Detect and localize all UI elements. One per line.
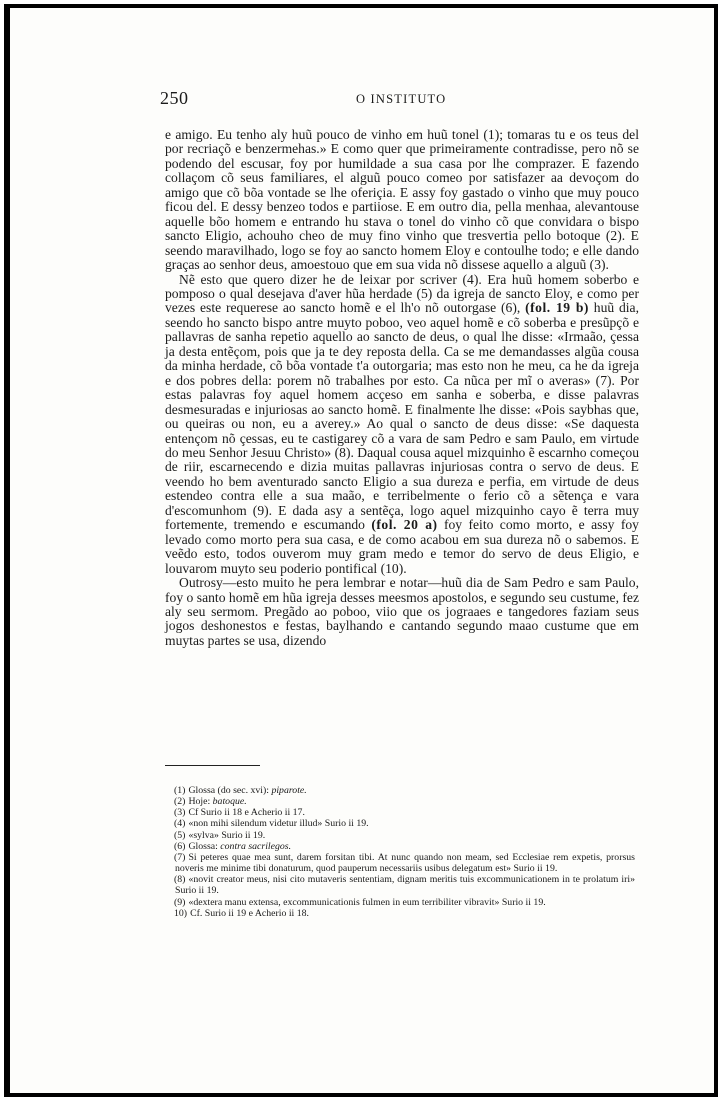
footnote-rule <box>165 765 260 766</box>
footnote-text: «sylva» Surio ii 19. <box>188 829 266 841</box>
footnote-number: (1) <box>174 785 186 796</box>
footnote <box>175 908 635 919</box>
paragraph-2-text-c: foy feito como morto, e assy foy levado como morto pera sua casa, e de como acabou em sua dureza nõ o sabemos. E veẽdo esto, todos ouverom muy gram medo e temor do servo de deus Eligio, e louvarom muyto seu poderio pontifical (10). <box>165 517 639 576</box>
footnote-number: (3) <box>174 807 186 819</box>
footnote-text: Glossa: <box>188 840 218 852</box>
footnote-number: (4) <box>174 818 186 830</box>
paragraph-2-text-b: huũ dia, seendo ho sancto bispo antre muyto poboo, veo aquel homẽ e cõ soberba e presũpçõ e pallavras de sanha repetio aquello ao sancto de deus, o qual lhe disse: «Irmaão, çessa ja desta entẽçom, pois que ja te dey reposta della. Ca se me demandasses algũa cousa da minha herdade, cõ bõa vontade t'a outorgaria; mas esto non he meu, ca he da igreja e dos pobres della: porem nõ trabalhes por esto. Ca nũca per mĩ o averas» (7). Por estas palavras foy aquel homem acçeso em sanha e soberba, e disse palavras desmesuradas e injuriosas ao sancto homẽ. E finalmente lhe disse: «Pois saybhas que, ou queiras ou non, eu a averey.» Ao qual o sancto de deus disse: «Se daquesta entençom nõ çessas, eu te castigarey cõ a vara de sam Pedro e sam Paulo, em virtude do meu Senhor Jesuu Christo» (8). Daqual cousa aquel mizquinho ẽ escarnho começou de riir, escarnecendo e dizia muitas pallavras injuriosas contra o servo de deus. E veendo ho bem aventurado sancto Eligio a sua dureza e perfia, em virtude de deus estendeo contra elle a sua maão, e terribelmente o ferio cõ a sẽtença e vara d'escomunhom (9). E dada asy a sentẽça, logo aquel mizquinho cayo ẽ terra muy fortemente, tremendo e escumando <box>165 300 639 533</box>
footnote-text: Cf. Surio ii 19 e Acherio ii 18. <box>190 907 309 919</box>
footnote <box>175 796 635 807</box>
page-number: 250 <box>160 88 189 108</box>
footnote-number: 10) <box>174 907 188 919</box>
footnote-text: «dextera manu extensa, excommunicationis fulmen in eum terribiliter vibravit» Surio ii 19. <box>188 896 546 908</box>
footnote <box>175 785 635 796</box>
footnote-italic: batoque. <box>212 796 247 808</box>
body-text <box>165 128 639 648</box>
footnote-number: (6) <box>174 840 186 852</box>
footnote-text: Si peteres quae mea sunt, darem forsitan tibi. At nunc quando non meam, sed Ecclesiae rem expetis, prorsus noveris me minime tibi donaturum, quod pauperum necessariis usibus delegatum est» Surio ii 19. <box>175 851 635 875</box>
footnote <box>175 852 635 874</box>
footnotes <box>175 785 635 919</box>
footnote-text: Hoje: <box>188 796 211 808</box>
paragraph-2-text-a: Nẽ esto que quero dizer he de leixar por scriver (4). Era huũ homem soberbo e pomposo o qual desejava d'aver hũa herdade (5) da igreja de sancto Eloy, e como per vezes este requerese ao sancto homẽ e el lh'o nõ outorgase (6), <box>165 271 639 316</box>
folio-marker: (fol. 19 b) <box>525 300 589 316</box>
paragraph-1 <box>165 128 639 273</box>
paragraph-3 <box>165 576 639 648</box>
paragraph-1-text: e amigo. Eu tenho aly huũ pouco de vinho em huũ tonel (1); tomaras tu e os teus del por recriaçõ e benzermehas.» E como quer que primeiramente contradisse, pero nõ se podendo del escusar, foy por humildade a sua casa por lhe comprazer. E fazendo collaçom cõ seus familiares, el alguũ pouco comeo por satisfazer aa devoçom do amigo que cõ bõa vontade se lhe oferiçia. E assy foy gastado o vinho que muy pouco ficou del. E dessy benzeo todos e partiiose. E em outro dia, pella menhaa, alevantouse aquelle bõo homem e entrando hu stava o tonel do vinho cõ que convidara o bispo sancto Eligio, achouho cheo de muy fino vinho que tresvertia pello botoque (2). E seendo maravilhado, logo se foy ao sancto homem Eloy e contoulhe todo; e elle dando graças ao senhor deus, amoestouo que em sua vida nõ dissese aquello a alguũ (3). <box>165 127 639 273</box>
footnote <box>175 830 635 841</box>
footnote-number: (5) <box>174 829 186 841</box>
footnote <box>175 841 635 852</box>
footnote-text: «non mihi silendum videtur illud» Surio ii 19. <box>188 818 369 830</box>
footnote-number: (2) <box>174 796 186 808</box>
footnote-text: Glossa (do sec. xvi): <box>188 785 269 796</box>
footnote-number: (8) <box>174 874 186 886</box>
paragraph-2 <box>165 273 639 577</box>
footnote-number: (7) <box>174 851 186 863</box>
footnote-italic: piparote. <box>271 785 307 796</box>
footnote-text: «novit creator meus, nisi cito mutaveris sententiam, dignam meritis tuis excommunicationem in te prolatum iri» Surio ii 19. <box>175 874 635 897</box>
footnote <box>175 818 635 829</box>
running-title: O INSTITUTO <box>356 92 447 106</box>
folio-marker: (fol. 20 a) <box>371 517 438 533</box>
footnote-text: Cf Surio ii 18 e Acherio ii 17. <box>188 807 305 819</box>
footnote-italic: contra sacrilegos. <box>220 840 292 852</box>
footnote-number: (9) <box>174 896 186 908</box>
footnote <box>175 897 635 908</box>
footnote <box>175 874 635 896</box>
paragraph-3-text: Outrosy—esto muito he pera lembrar e notar—huũ dia de Sam Pedro e sam Paulo, foy o santo homẽ em hũa igreja desses meesmos apostolos, e segundo seu custume, fez aly seu sermom. Pregãdo ao poboo, viio que os jograaes e tangedores faziam seus jogos deshonestos e festas, baylhando e cantando segundo maao custume que em muytas partes se usa, dizendo <box>165 575 639 648</box>
footnote <box>175 807 635 818</box>
